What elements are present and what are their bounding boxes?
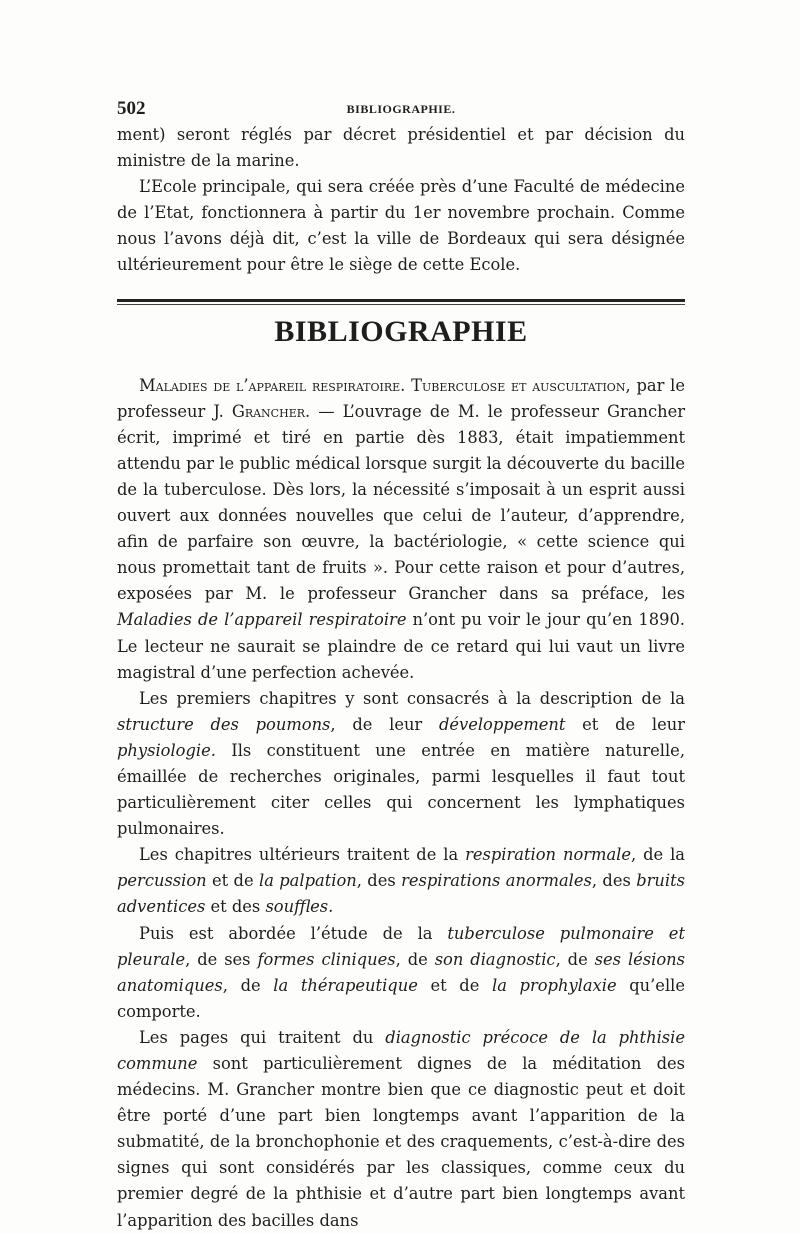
text-run: Les pages qui traitent du [139, 1027, 386, 1047]
text-run: Les chapitres ultérieurs traitent de la [139, 845, 466, 865]
italic-run: la thérapeutique [273, 975, 418, 995]
book-page [117, 96, 685, 1234]
italic-run: structure des poumons [117, 714, 331, 734]
text-run: et des [205, 897, 266, 917]
text-run: , de [222, 975, 274, 995]
text-run: , de la [631, 845, 685, 865]
text-run: , de [395, 949, 435, 969]
review-p1-body: — L’ouvrage de M. le professeur Grancher écrit, imprimé et tiré en partie dès 1883, était impatiemment attendu par le public médical lorsque surgit la découverte du bacille de la tuberculose. Dès lors, la nécessité s’imposait à un esprit aussi ouvert aux données nouvelles que celui de l’auteur, d’apprendre, afin de parfaire son œuvre, la bactériologie, « cette science qui nous promettait tant de fruits ». Pour cette raison et pour d’autres, exposées par M. le professeur Grancher dans sa préface, les [117, 401, 685, 604]
running-head: BIBLIOGRAPHIE. [346, 102, 456, 116]
review-paragraph-2 [117, 686, 685, 843]
italic-run: physiologie. [117, 740, 216, 760]
italic-run: ses lésions anatomiques [117, 949, 686, 995]
text-run: , de [555, 949, 595, 969]
italic-run: la palpation [258, 871, 357, 891]
review-paragraph-1 [117, 373, 685, 686]
text-run: sont particulièrement dignes de la méditation des médecins. M. Grancher montre bien que ce diagnostic peut et doit être porté d’une part bien longtemps avant l’apparition de la submatité, de la bronchophonie et des craquements, c’est-à-dire des signes qui sont considérés par les classiques, comme ceux du premier degré de la phthisie et d’autre part bien longtemps avant l’apparition des bacilles dans [117, 1054, 685, 1230]
divider-rule-thick [117, 299, 685, 302]
book-title: Maladies de l’appareil respiratoire [117, 610, 407, 630]
text-run: , des [356, 871, 402, 891]
review-paragraph-4 [117, 921, 685, 1025]
text-run: et de [206, 871, 259, 891]
section-title: BIBLIOGRAPHIE [274, 314, 528, 348]
text-run: Les premiers chapitres y sont consacrés à la description de la [139, 688, 685, 708]
text-run: Ils constituent une entrée en matière naturelle, émaillée de recherches originales, parmi lesquelles il faut tout particulièrement citer celles qui concernent les lymphatiques pulmonaires. [117, 740, 685, 839]
text-run: , des [591, 871, 637, 891]
text-run: qu’elle comporte. [117, 975, 685, 1021]
review-heading: Maladies de l’appareil respiratoire. Tuberculose et auscultation, [139, 375, 631, 395]
review-author-name: Grancher. [231, 401, 311, 421]
page-header [117, 96, 685, 122]
italic-run: diagnostic précoce de la phthisie commune [117, 1027, 685, 1073]
text-run: Puis est abordée l’étude de la [139, 923, 448, 943]
review-p1-end: n’ont pu voir le jour qu’en 1890. Le lecteur ne saurait se plaindre de ce retard qui lui vaut un livre magistral d’une perfection achevée. [117, 610, 685, 682]
italic-run: développement [438, 714, 566, 734]
italic-run: son diagnostic [434, 949, 556, 969]
page-number: 502 [117, 98, 146, 119]
review-paragraph-3 [117, 842, 685, 920]
text-run: et de [417, 975, 492, 995]
italic-run: respirations anormales [401, 871, 592, 891]
italic-run: respiration normale [465, 845, 632, 865]
italic-run: souffles. [265, 897, 334, 917]
intro-paragraph-2: L’Ecole principale, qui sera créée près d’une Faculté de médecine de l’Etat, fonctionnera à partir du 1er novembre prochain. Comme nous l’avons déjà dit, c’est la ville de Bordeaux qui sera désignée ultérieurement pour être le siège de cette Ecole. [117, 177, 685, 275]
divider-rule-thin [117, 304, 685, 305]
text-run: , de leur [330, 714, 439, 734]
intro-paragraph-1: ment) seront réglés par décret présidentiel et par décision du ministre de la marine. [117, 125, 685, 171]
italic-run: tuberculose pulmonaire et pleurale [117, 923, 685, 969]
text-run: et de leur [565, 714, 685, 734]
italic-run: percussion [117, 871, 207, 891]
section-divider [117, 299, 685, 305]
italic-run: formes cliniques [257, 949, 396, 969]
review-paragraph-5 [117, 1025, 685, 1234]
text-run: , de ses [185, 949, 258, 969]
review-author-prefix: par le professeur J. [117, 375, 685, 421]
italic-run: la prophylaxie [491, 975, 617, 995]
italic-run: bruits adventices [117, 871, 685, 917]
